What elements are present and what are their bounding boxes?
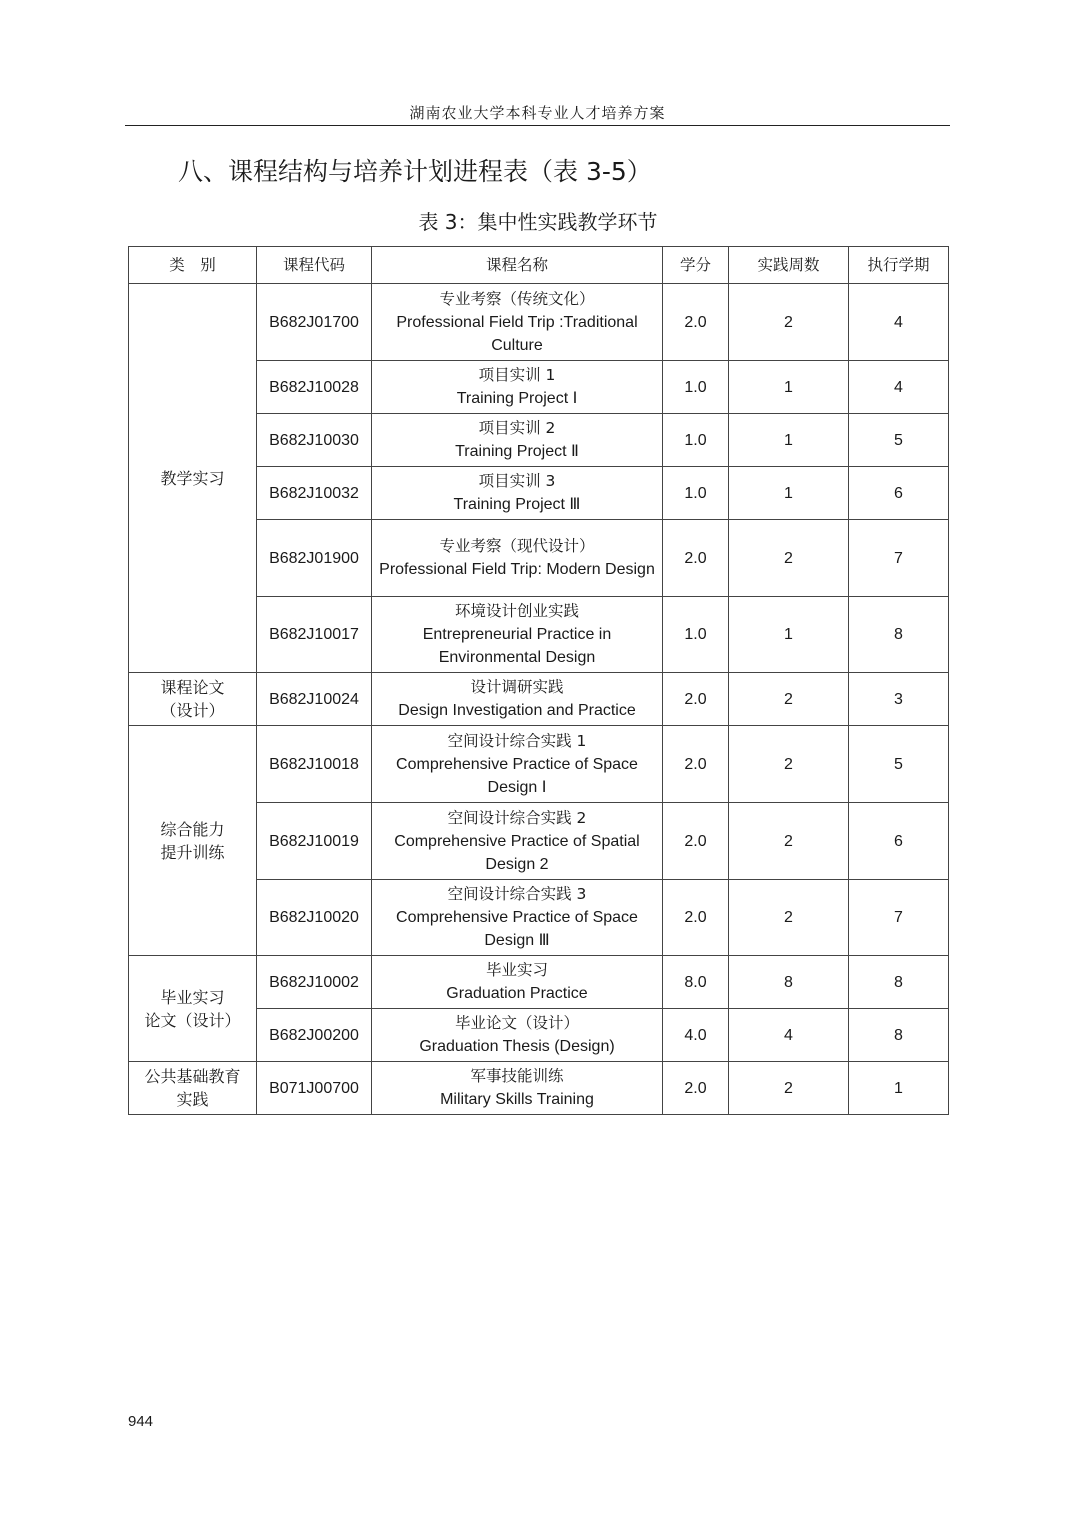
course-code: B682J10019 — [257, 803, 372, 880]
category-line: 论文（设计） — [144, 1010, 241, 1030]
practice-weeks: 1 — [729, 414, 849, 467]
practice-weeks: 1 — [729, 597, 849, 673]
course-name-zh: 项目实训 2 — [478, 419, 556, 437]
credits: 2.0 — [663, 726, 729, 803]
credits: 2.0 — [663, 1062, 729, 1115]
header-practice-weeks: 实践周数 — [729, 247, 849, 284]
course-name — [372, 880, 663, 956]
course-name — [372, 361, 663, 414]
course-name — [372, 414, 663, 467]
page-number: 944 — [128, 1413, 154, 1430]
table-row — [129, 284, 949, 361]
course-name-en: Comprehensive Practice of Space Design Ⅰ — [396, 755, 638, 796]
semester: 8 — [849, 956, 949, 1009]
course-code: B682J10024 — [257, 673, 372, 726]
practice-weeks: 2 — [729, 673, 849, 726]
course-name — [372, 803, 663, 880]
table-row — [129, 726, 949, 803]
course-code: B682J10028 — [257, 361, 372, 414]
credits: 1.0 — [663, 361, 729, 414]
credits: 8.0 — [663, 956, 729, 1009]
course-name — [372, 726, 663, 803]
category-line: 公共基础教育 — [144, 1067, 241, 1086]
category-line: 实践 — [176, 1090, 209, 1109]
credits: 4.0 — [663, 1009, 729, 1062]
practice-table — [128, 246, 949, 1115]
credits: 2.0 — [663, 880, 729, 956]
category-line: 毕业实习 — [160, 987, 225, 1007]
course-code: B682J10020 — [257, 880, 372, 956]
credits: 2.0 — [663, 520, 729, 597]
header-course-name: 课程名称 — [372, 247, 663, 284]
course-name-zh: 项目实训 1 — [478, 366, 556, 384]
section-title: 八、课程结构与培养计划进程表（表 3-5） — [178, 157, 652, 186]
header-semester: 执行学期 — [849, 247, 949, 284]
credits: 2.0 — [663, 673, 729, 726]
course-name — [372, 467, 663, 520]
practice-weeks: 2 — [729, 520, 849, 597]
table-row — [129, 673, 949, 726]
category-cell — [129, 673, 257, 726]
credits: 2.0 — [663, 803, 729, 880]
course-code: B682J10032 — [257, 467, 372, 520]
semester: 5 — [849, 414, 949, 467]
table-caption: 表 3：集中性实践教学环节 — [418, 210, 658, 234]
course-name — [372, 956, 663, 1009]
semester: 7 — [849, 520, 949, 597]
category-line: 课程论文 — [160, 678, 225, 697]
semester: 4 — [849, 284, 949, 361]
semester: 6 — [849, 467, 949, 520]
course-name — [372, 1009, 663, 1062]
practice-weeks: 1 — [729, 361, 849, 414]
course-code: B071J00700 — [257, 1062, 372, 1115]
course-name-zh: 项目实训 3 — [478, 472, 556, 490]
course-name-en: Comprehensive Practice of Spatial Design 2 — [394, 832, 640, 873]
table-row — [129, 956, 949, 1009]
practice-weeks: 8 — [729, 956, 849, 1009]
running-header: 湖南农业大学本科专业人才培养方案 — [409, 104, 666, 122]
category-cell — [129, 956, 257, 1062]
course-name — [372, 673, 663, 726]
category-cell — [129, 1062, 257, 1115]
semester: 4 — [849, 361, 949, 414]
course-name — [372, 520, 663, 597]
course-name-en: Training Project Ⅱ — [455, 443, 579, 460]
semester: 5 — [849, 726, 949, 803]
header-rule — [125, 125, 950, 126]
course-code: B682J10002 — [257, 956, 372, 1009]
semester: 6 — [849, 803, 949, 880]
practice-weeks: 2 — [729, 880, 849, 956]
practice-weeks: 2 — [729, 803, 849, 880]
course-name-en: Professional Field Trip :Traditional Culture — [396, 313, 638, 354]
semester: 3 — [849, 673, 949, 726]
header-credits: 学分 — [663, 247, 729, 284]
course-name-zh: 专业考察（现代设计） — [439, 537, 595, 555]
course-code: B682J00200 — [257, 1009, 372, 1062]
category-line: 提升训练 — [160, 842, 225, 862]
semester: 1 — [849, 1062, 949, 1115]
semester: 8 — [849, 1009, 949, 1062]
course-name-zh: 空间设计综合实践 3 — [447, 885, 587, 903]
credits: 1.0 — [663, 467, 729, 520]
course-code: B682J10018 — [257, 726, 372, 803]
practice-weeks: 2 — [729, 726, 849, 803]
course-name-zh: 专业考察（传统文化） — [439, 289, 595, 308]
course-code: B682J10030 — [257, 414, 372, 467]
course-name-en: Design Investigation and Practice — [398, 702, 636, 719]
course-name-zh: 毕业实习 — [485, 961, 548, 979]
practice-weeks: 2 — [729, 1062, 849, 1115]
course-name-en: Graduation Practice — [446, 985, 588, 1002]
credits: 1.0 — [663, 414, 729, 467]
category-line: （设计） — [160, 701, 225, 720]
course-name-en: Training Project Ⅰ — [456, 390, 578, 407]
course-code: B682J10017 — [257, 597, 372, 673]
course-name-zh: 空间设计综合实践 2 — [447, 808, 587, 827]
semester: 8 — [849, 597, 949, 673]
practice-weeks: 2 — [729, 284, 849, 361]
course-name-en: Graduation Thesis (Design) — [419, 1038, 615, 1055]
course-name-zh: 毕业论文（设计） — [454, 1014, 579, 1032]
practice-weeks: 1 — [729, 467, 849, 520]
credits: 2.0 — [663, 284, 729, 361]
header-course-code: 课程代码 — [257, 247, 372, 284]
practice-weeks: 4 — [729, 1009, 849, 1062]
header-category: 类 别 — [129, 247, 257, 284]
course-name-zh: 设计调研实践 — [470, 678, 564, 696]
category-line: 综合能力 — [160, 819, 225, 839]
course-code: B682J01900 — [257, 520, 372, 597]
course-code: B682J01700 — [257, 284, 372, 361]
course-name-en: Military Skills Training — [440, 1091, 594, 1108]
category-cell: 教学实习 — [129, 284, 257, 673]
course-name-en: Training Project Ⅲ — [453, 496, 581, 513]
course-name-en: Comprehensive Practice of Space Design Ⅲ — [396, 909, 638, 949]
table-header-row — [129, 247, 949, 284]
course-name-zh: 环境设计创业实践 — [454, 602, 579, 620]
course-name-en: Entrepreneurial Practice in Environmental Design — [422, 626, 612, 666]
semester: 7 — [849, 880, 949, 956]
course-name-zh: 军事技能训练 — [470, 1067, 564, 1085]
course-name-zh: 空间设计综合实践 1 — [447, 731, 587, 750]
credits: 1.0 — [663, 597, 729, 673]
table-row — [129, 1062, 949, 1115]
course-name — [372, 597, 663, 673]
course-name — [372, 284, 663, 361]
course-name — [372, 1062, 663, 1115]
course-name-en: Professional Field Trip: Modern Design — [379, 561, 655, 578]
category-cell — [129, 726, 257, 956]
